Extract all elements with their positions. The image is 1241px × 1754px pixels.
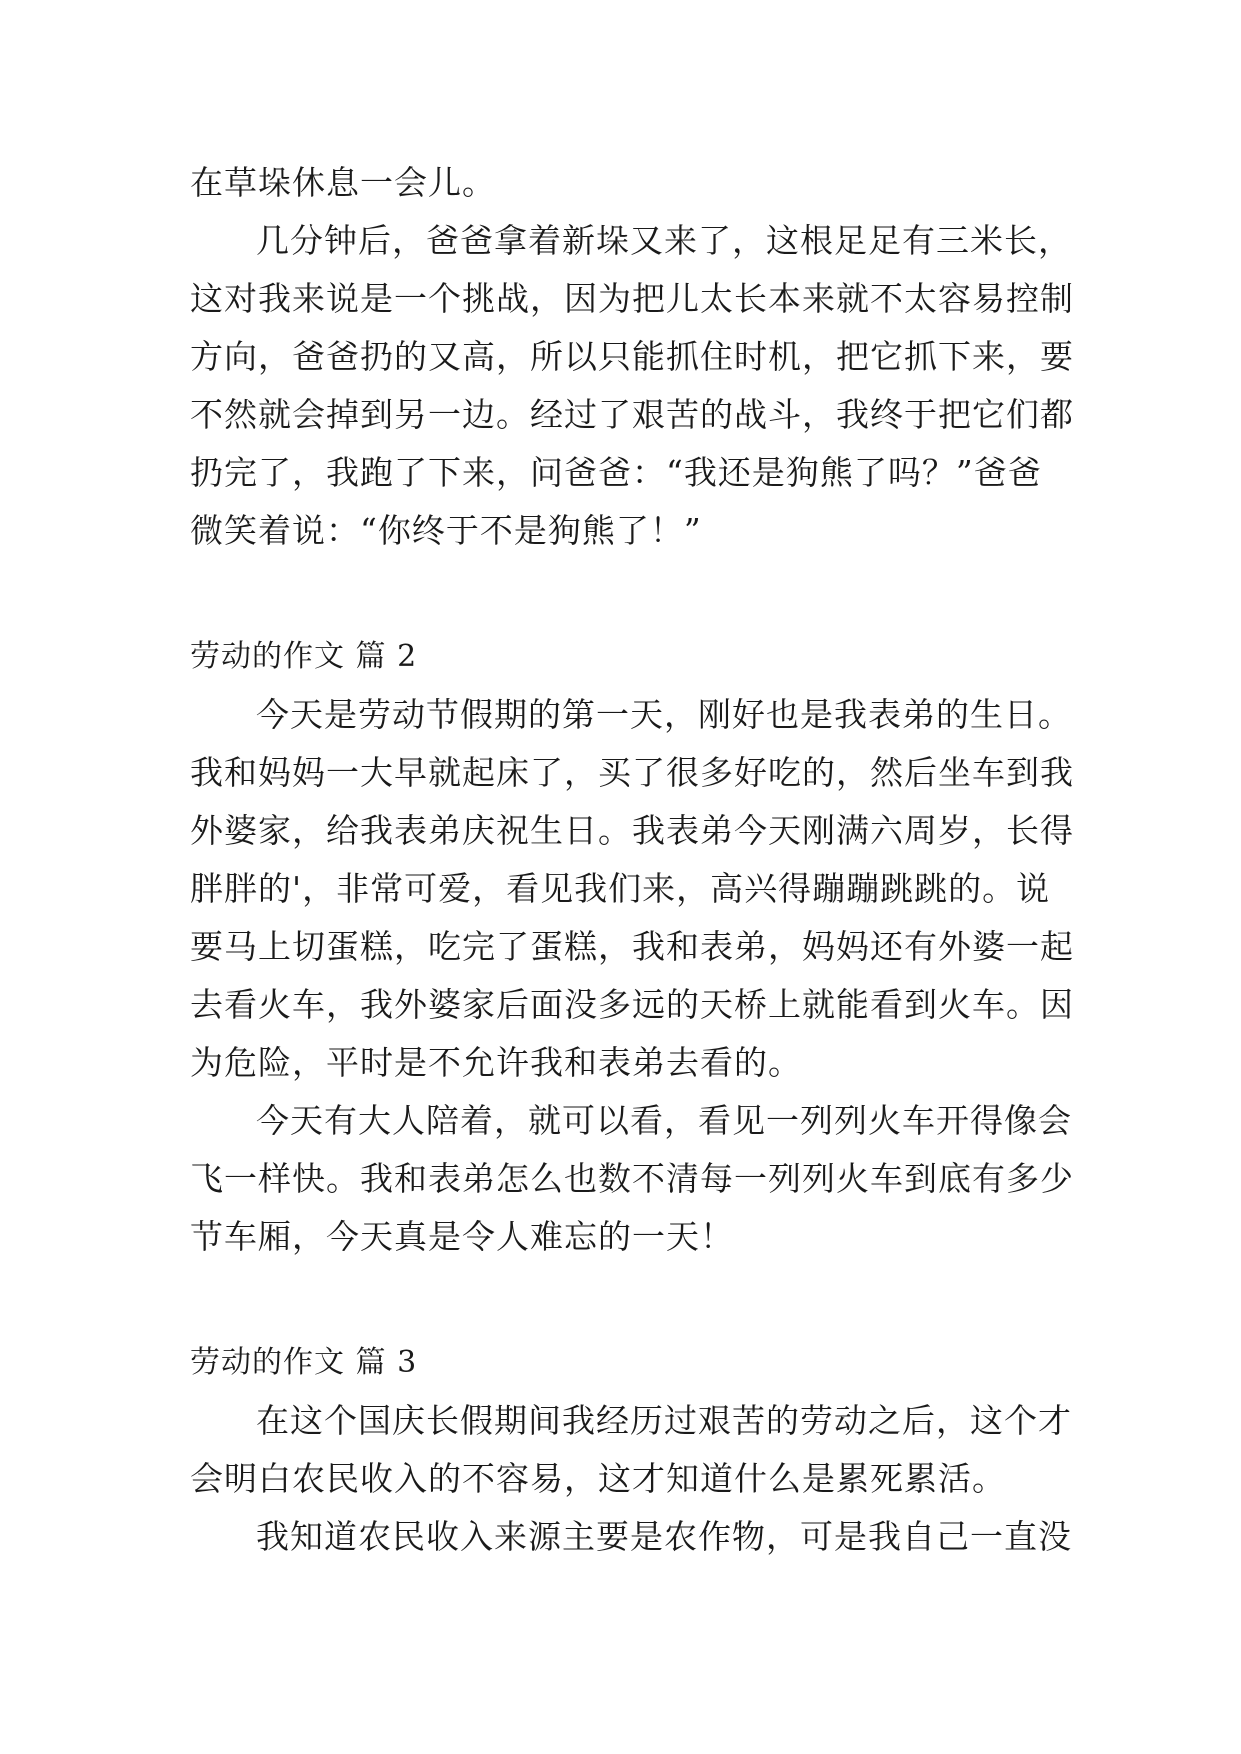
section-heading: 劳动的作文 篇 2 <box>190 639 418 674</box>
document-body <box>190 154 1074 1566</box>
text-line: 会明白农民收入的不容易，这才知道什么是累死累活。 <box>190 1459 1006 1498</box>
text-line: 节车厢，今天真是令人难忘的一天！ <box>190 1217 734 1256</box>
section-gap <box>190 560 1070 628</box>
text-line: 这对我来说是一个挑战，因为把儿太长本来就不太容易控制 <box>190 279 1074 318</box>
text-line: 不然就会掉到另一边。经过了艰苦的战斗，我终于把它们都 <box>190 395 1074 434</box>
text-line: 我知道农民收入来源主要是农作物，可是我自己一直没 <box>256 1517 1072 1556</box>
text-line: 扔完了，我跑了下来，问爸爸：“我还是狗熊了吗？”爸爸 <box>190 453 1042 492</box>
text-line: 飞一样快。我和表弟怎么也数不清每一列列火车到底有多少 <box>190 1159 1074 1198</box>
text-line: 外婆家，给我表弟庆祝生日。我表弟今天刚满六周岁，长得 <box>190 811 1074 850</box>
text-line: 要马上切蛋糕，吃完了蛋糕，我和表弟，妈妈还有外婆一起 <box>190 927 1074 966</box>
section-gap <box>190 1266 1070 1334</box>
paragraph <box>190 1508 1070 1566</box>
text-line: 为危险，平时是不允许我和表弟去看的。 <box>190 1043 802 1082</box>
text-line: 我和妈妈一大早就起床了，买了很多好吃的，然后坐车到我 <box>190 753 1074 792</box>
essay-section-1 <box>190 154 1074 560</box>
text-line: 微笑着说：“你终于不是狗熊了！” <box>190 511 702 550</box>
text-line: 几分钟后，爸爸拿着新垛又来了，这根足足有三米长， <box>256 221 1072 260</box>
paragraph <box>190 1392 1070 1508</box>
section-heading: 劳动的作文 篇 3 <box>190 1345 418 1380</box>
essay-section-3 <box>190 1334 1070 1566</box>
paragraph <box>190 212 1074 560</box>
paragraph <box>190 154 1070 212</box>
paragraph <box>190 1092 1074 1266</box>
essay-section-2 <box>190 628 1074 1266</box>
text-line: 胖胖的'，非常可爱，看见我们来，高兴得蹦蹦跳跳的。说 <box>190 869 1051 908</box>
text-line: 在这个国庆长假期间我经历过艰苦的劳动之后，这个才 <box>256 1401 1072 1440</box>
text-line: 去看火车，我外婆家后面没多远的天桥上就能看到火车。因 <box>190 985 1074 1024</box>
paragraph <box>190 686 1074 1092</box>
text-line: 在草垛休息一会儿。 <box>190 163 496 202</box>
text-line: 今天是劳动节假期的第一天，刚好也是我表弟的生日。 <box>256 695 1072 734</box>
text-line: 方向，爸爸扔的又高，所以只能抓住时机，把它抓下来，要 <box>190 337 1074 376</box>
text-line: 今天有大人陪着，就可以看，看见一列列火车开得像会 <box>256 1101 1072 1140</box>
